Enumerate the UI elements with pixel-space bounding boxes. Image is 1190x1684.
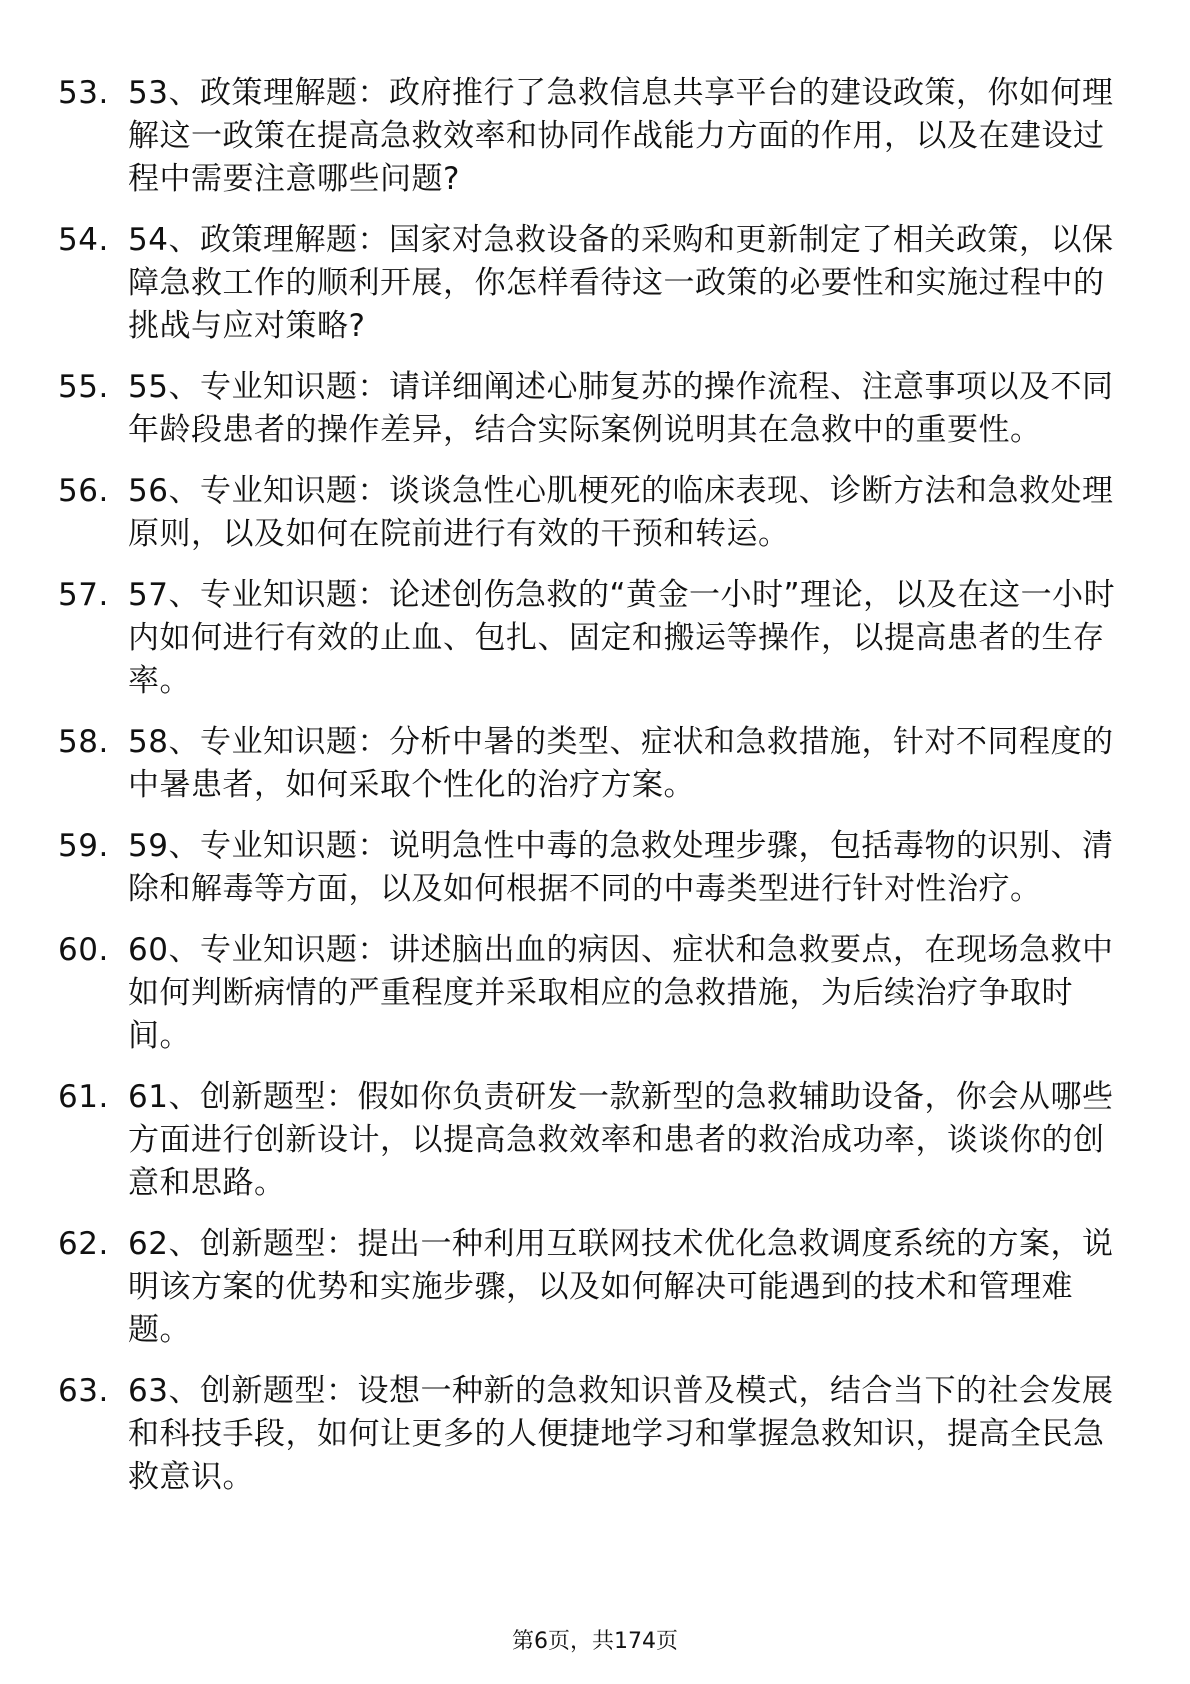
question-item — [58, 721, 1118, 807]
question-number: 57. — [58, 577, 109, 613]
page-footer: 第6页，共174页 — [512, 1629, 678, 1654]
question-text: 54、政策理解题：国家对急救设备的采购和更新制定了相关政策，以保障急救工作的顺利开展，你怎样看待这一政策的必要性和实施过程中的挑战与应对策略? — [128, 222, 1114, 344]
question-number: 61. — [58, 1079, 109, 1115]
question-text: 57、专业知识题：论述创伤急救的“黄金一小时”理论，以及在这一小时内如何进行有效的止血、包扎、固定和搬运等操作，以提高患者的生存率。 — [128, 577, 1116, 699]
question-text: 55、专业知识题：请详细阐述心肺复苏的操作流程、注意事项以及不同年龄段患者的操作差异，结合实际案例说明其在急救中的重要性。 — [128, 369, 1114, 448]
question-item — [58, 72, 1118, 201]
question-item — [58, 1076, 1118, 1205]
question-number: 59. — [58, 828, 109, 864]
question-number: 63. — [58, 1373, 109, 1409]
question-item — [58, 929, 1118, 1058]
question-number: 54. — [58, 222, 109, 258]
question-text: 63、创新题型：设想一种新的急救知识普及模式，结合当下的社会发展和科技手段，如何让更多的人便捷地学习和掌握急救知识，提高全民急救意识。 — [128, 1373, 1114, 1495]
question-text: 58、专业知识题：分析中暑的类型、症状和急救措施，针对不同程度的中暑患者，如何采取个性化的治疗方案。 — [128, 724, 1114, 803]
question-number: 60. — [58, 932, 109, 968]
question-number: 58. — [58, 724, 109, 760]
question-number: 56. — [58, 473, 109, 509]
question-item — [58, 574, 1118, 703]
question-text: 59、专业知识题：说明急性中毒的急救处理步骤，包括毒物的识别、清除和解毒等方面，以及如何根据不同的中毒类型进行针对性治疗。 — [128, 828, 1114, 907]
question-item — [58, 1223, 1118, 1352]
question-text: 61、创新题型：假如你负责研发一款新型的急救辅助设备，你会从哪些方面进行创新设计，以提高急救效率和患者的救治成功率，谈谈你的创意和思路。 — [128, 1079, 1114, 1201]
question-number: 62. — [58, 1226, 109, 1262]
question-number: 55. — [58, 369, 109, 405]
question-item — [58, 219, 1118, 348]
question-text: 62、创新题型：提出一种利用互联网技术优化急救调度系统的方案，说明该方案的优势和实施步骤，以及如何解决可能遇到的技术和管理难题。 — [128, 1226, 1114, 1348]
question-text: 60、专业知识题：讲述脑出血的病因、症状和急救要点，在现场急救中如何判断病情的严重程度并采取相应的急救措施，为后续治疗争取时间。 — [128, 932, 1114, 1054]
question-list — [58, 72, 1118, 1517]
question-number: 53. — [58, 75, 109, 111]
question-text: 56、专业知识题：谈谈急性心肌梗死的临床表现、诊断方法和急救处理原则，以及如何在院前进行有效的干预和转运。 — [128, 473, 1114, 552]
question-item — [58, 366, 1118, 452]
question-item — [58, 470, 1118, 556]
question-item — [58, 825, 1118, 911]
question-item — [58, 1370, 1118, 1499]
question-text: 53、政策理解题：政府推行了急救信息共享平台的建设政策，你如何理解这一政策在提高急救效率和协同作战能力方面的作用，以及在建设过程中需要注意哪些问题? — [128, 75, 1114, 197]
